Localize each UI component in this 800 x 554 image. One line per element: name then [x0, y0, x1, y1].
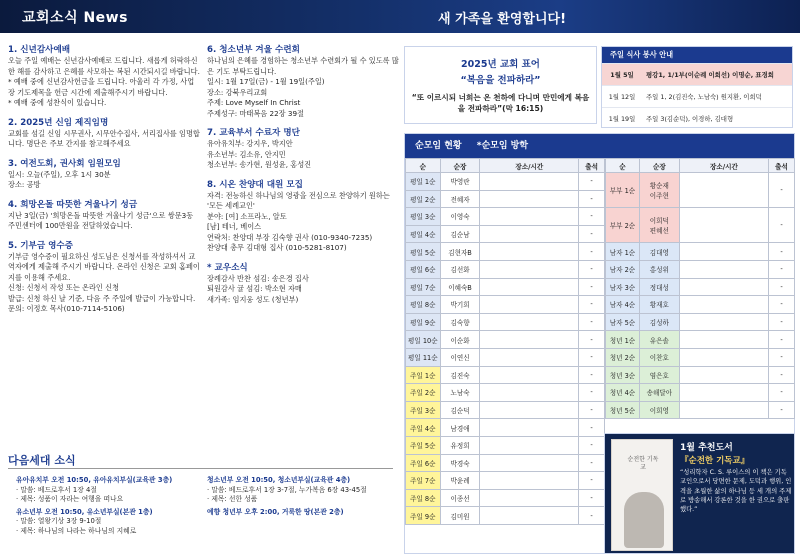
next-gen-dept-heading: 예향 청년부 오후 2:00, 거룩한 땅(본관 2층): [207, 507, 344, 516]
roster-place: [679, 384, 768, 402]
meal-service-team: 주일 1, 2(김진숙, 노남숙) 원지환, 이희덕: [646, 93, 762, 101]
table-row: [606, 384, 795, 402]
roster-place: [480, 225, 579, 243]
roster-table-left: [405, 158, 605, 525]
table-row: [606, 173, 795, 208]
roster-attendance: -: [769, 384, 795, 402]
roster-group-name: 평일 11순: [406, 348, 441, 366]
table-row: [406, 243, 605, 261]
meal-service-row: [602, 63, 792, 85]
book-cover-title: 순전한 기독교: [627, 456, 659, 471]
roster-group-name: 주일 3순: [406, 401, 441, 419]
news-item-title: 2. 2025년 신임 제직임명: [8, 117, 109, 128]
table-row: [606, 313, 795, 331]
table-row: [606, 401, 795, 419]
roster-leader: 이혜숙B: [440, 278, 480, 296]
roster-leader: 김성하: [639, 313, 679, 331]
roster-column-header: 출석: [579, 159, 605, 173]
news-item-title: 1. 신년감사예배: [8, 45, 71, 55]
roster-place: [480, 348, 579, 366]
roster-attendance: -: [579, 173, 605, 191]
roster-group-name: 남자 3순: [606, 278, 640, 296]
table-row: [606, 331, 795, 349]
roster-group-name: 청년 1순: [606, 331, 640, 349]
roster-place: [679, 348, 768, 366]
roster-group-name: 남자 1순: [606, 243, 640, 261]
roster-place: [679, 296, 768, 314]
roster-place: [480, 419, 579, 437]
roster-place: [480, 489, 579, 507]
meal-service-row: [602, 85, 792, 107]
roster-place: [679, 366, 768, 384]
next-gen-right: [207, 476, 397, 517]
roster-place: [480, 173, 579, 191]
roster-place: [679, 313, 768, 331]
roster-group-name: 평일 2순: [406, 190, 441, 208]
news-item-body: 하나님의 은혜를 경험하는 청소년부 수련회가 될 수 있도록 많은 기도 부탁드립니다. 일시: 1월 17일(금) - 1월 19일(주일) 장소: 강북우리교회 주제: Love Myself In Christ 주제성구: 마태복음 22장 39절: [207, 56, 399, 118]
news-item-title: 5. 기부금 영수증: [8, 240, 74, 251]
roster-group-name: 주일 2순: [406, 384, 441, 402]
news-item-title: * 교우소식: [207, 262, 248, 273]
roster-column-header: 순: [606, 159, 640, 173]
meal-service-row: [602, 107, 792, 129]
roster-group-name: 평일 10순: [406, 331, 441, 349]
meal-service-title: 주일 식사 봉사 안내: [602, 47, 792, 63]
roster-attendance: -: [579, 278, 605, 296]
roster-attendance: -: [769, 208, 795, 243]
motto-heading: 2025년 교회 표어: [461, 59, 540, 70]
table-row: [406, 173, 605, 191]
roster-attendance: -: [769, 331, 795, 349]
roster-group-name: 평일 7순: [406, 278, 441, 296]
roster-leader: 김진숙: [440, 366, 480, 384]
news-item-title: 6. 청소년부 겨울 수련회: [207, 45, 300, 55]
roster-group-name: 주일 7순: [406, 472, 441, 490]
roster-column-header: 순장: [639, 159, 679, 173]
roster-group-name: 평일 6순: [406, 260, 441, 278]
roster-attendance: -: [769, 313, 795, 331]
next-gen-line: · 제목: 성품이 자라는 여행을 떠나요: [16, 495, 124, 504]
next-gen-line: · 말씀: 열왕기상 3장 9-10절: [16, 517, 102, 526]
meal-service-team: 주일 3(김순덕), 이경하, 김대형: [646, 115, 734, 123]
roster-group-name: 주일 1순: [406, 366, 441, 384]
news-item-title: 8. 시온 찬양대 대원 모집: [207, 179, 303, 190]
table-row: [606, 296, 795, 314]
meal-service-date: 1월 19일: [608, 115, 636, 123]
table-row: [406, 419, 605, 437]
table-row: [606, 366, 795, 384]
roster-attendance: -: [769, 173, 795, 208]
table-row: [406, 348, 605, 366]
roster-place: [679, 243, 768, 261]
next-gen-line: · 말씀: 베드로후서 1장 4절: [16, 485, 97, 494]
roster-column-header: 출석: [769, 159, 795, 173]
news-item-body: 유아유치부: 강지우, 박지안 유소년부: 김소유, 안지민 청소년부: 송가현, 원성윤, 홍성진: [207, 139, 312, 169]
roster-leader: 황재호: [639, 296, 679, 314]
news-item-body: 일시: 오늘(주일), 오후 1시 30분 장소: 공방: [8, 169, 111, 189]
roster-attendance: -: [579, 243, 605, 261]
author-portrait: [624, 492, 664, 548]
roster-group-name: 남자 4순: [606, 296, 640, 314]
news-column-left: [8, 44, 200, 315]
roster-leader: 노남숙: [440, 384, 480, 402]
roster-leader: 이희덕 편혜선: [639, 208, 679, 243]
roster-group-name: 평일 3순: [406, 208, 441, 226]
roster-attendance: -: [579, 225, 605, 243]
roster-group-name: 주일 6순: [406, 454, 441, 472]
next-gen-left: [16, 476, 206, 537]
roster-column-header: 장소/시간: [480, 159, 579, 173]
roster-attendance: -: [579, 472, 605, 490]
roster-group-name: 청년 2순: [606, 348, 640, 366]
book-title: 『순전한 기독교』: [680, 456, 750, 466]
roster-attendance: -: [579, 454, 605, 472]
roster-leader: 유정희: [440, 436, 480, 454]
roster-attendance: -: [579, 331, 605, 349]
roster-place: [480, 472, 579, 490]
roster-column-header: 순: [406, 159, 441, 173]
roster-attendance: -: [579, 190, 605, 208]
roster-group-name: 청년 5순: [606, 401, 640, 419]
meal-service-team: 평강1, 1/1부(이순례 이희선) 이명순, 표경희: [646, 71, 774, 79]
roster-group-name: 부부 2순: [606, 208, 640, 243]
next-gen-dept-heading: 유소년부 오전 10:50, 유소년부실(본관 1층): [16, 507, 153, 516]
table-row: [606, 243, 795, 261]
roster-group-name: 평일 4순: [406, 225, 441, 243]
roster-leader: 이순화: [440, 331, 480, 349]
roster-place: [480, 208, 579, 226]
table-row: [406, 278, 605, 296]
header-bar: [0, 0, 800, 33]
table-row: [406, 454, 605, 472]
news-item-body: 지난 3일(금) '희망온돌 따뜻한 겨울나기 성금'으로 쌍문3동 주민센터에 100만원을 전달하였습니다.: [8, 210, 194, 230]
roster-place: [679, 401, 768, 419]
welcome-banner: 새 가족을 환영합니다!: [438, 12, 567, 27]
table-row: [406, 472, 605, 490]
roster-attendance: -: [579, 296, 605, 314]
book-cover-image: [611, 439, 673, 551]
roster-leader: 이찬호: [639, 348, 679, 366]
table-row: [406, 489, 605, 507]
table-row: [406, 296, 605, 314]
news-item-title: 7. 교육부서 수료자 명단: [207, 128, 300, 138]
roster-header: [405, 134, 794, 158]
roster-attendance: -: [769, 296, 795, 314]
news-item-body: 오늘 주일 예배는 신년감사예배로 드립니다. 새롭게 허락하신 한 해를 감사하고 은혜를 사모하는 복된 시간되시길 바랍니다. * 예배 중에 신년감사헌금을 드립니다. 아울러 각 가정, 사업장 기도제목을 헌금 시간에 제출해주시기 바랍니다. * 예배 중에 성찬식이 있습니다.: [8, 56, 200, 107]
roster-leader: 정대성: [639, 278, 679, 296]
roster-group-name: 주일 8순: [406, 489, 441, 507]
next-gen-line: · 제목: 하나님의 나라는 하나님의 지혜로: [16, 526, 137, 535]
roster-group-name: 주일 5순: [406, 436, 441, 454]
roster-attendance: -: [769, 278, 795, 296]
roster-group-name: 남자 2순: [606, 260, 640, 278]
roster-attendance: -: [579, 348, 605, 366]
news-item-body: 교회를 섬길 신임 시무권사, 시무안수집사, 서리집사를 임명합니다. 명단은 주보 간지를 참고해주세요: [8, 128, 200, 148]
roster-attendance: -: [579, 507, 605, 525]
roster-place: [480, 190, 579, 208]
roster-leader: 유은솔: [639, 331, 679, 349]
roster-place: [480, 313, 579, 331]
news-item-body: 기부금 영수증이 필요하신 성도님은 신청서를 작성하셔서 교역자에게 제출해 주시기 바랍니다. 온라인 신청은 교회 홈페이지를 이용해 주세요. 신청: 신청서 작성 또는 온라인 신청 발급: 신청 하신 날 기준, 다음 주 주일에 발급이 가능합니다. 문의: 이정호 목사(010-7114-5106): [8, 251, 200, 313]
roster-place: [480, 384, 579, 402]
roster-group-name: 청년 3순: [606, 366, 640, 384]
roster-subtitle: *순모임 방학: [476, 141, 529, 151]
roster-leader: 염은호: [639, 366, 679, 384]
roster-leader: 김순남: [440, 225, 480, 243]
news-item-body: 자격: 전능하신 하나님의 영광을 전심으로 찬양하기 원하는 '모든 세례교인' 분야: [여] 소프라노, 알토 [남] 테너, 베이스 연락처: 찬양대 부장 김숙향 권사 (010-9340-7235) 찬양대 총무 김대형 집사 (010-5281-8107): [207, 190, 390, 252]
table-row: [606, 278, 795, 296]
table-row: [406, 436, 605, 454]
roster-leader: 남경애: [440, 419, 480, 437]
book-description: “성리학자 C. S. 루이스의 이 책은 기독교인으로서 당면한 문제, 도덕과 행위, 인격을 초월한 삶의 하나님 등 세 개의 주제로 방송해서 강론한 것을 한 권으로 출판했다.”: [680, 469, 792, 514]
roster-attendance: -: [579, 384, 605, 402]
table-row: [406, 190, 605, 208]
news-column-middle: [207, 44, 399, 305]
next-gen-title: 다음세대 소식: [8, 454, 76, 467]
roster-leader: 김미원: [440, 507, 480, 525]
roster-attendance: -: [579, 208, 605, 226]
motto-slogan: “복음을 전파하라”: [460, 75, 541, 86]
roster-group-name: 주일 4순: [406, 419, 441, 437]
roster-leader: 박경숙: [440, 454, 480, 472]
table-row: [406, 331, 605, 349]
roster-place: [480, 243, 579, 261]
roster-attendance: -: [579, 419, 605, 437]
next-gen-dept-heading: 청소년부 오전 10:50, 청소년부실(교육관 4층): [207, 476, 351, 484]
roster-place: [679, 278, 768, 296]
roster-attendance: -: [769, 401, 795, 419]
roster-place: [480, 331, 579, 349]
table-row: [406, 260, 605, 278]
roster-leader: 황순재 이주현: [639, 173, 679, 208]
roster-group-name: 남자 5순: [606, 313, 640, 331]
roster-leader: 송해달아: [639, 384, 679, 402]
roster-leader: 전혜자: [440, 190, 480, 208]
news-item-body: 장례감사 반찬 섬김: 송은경 집사 퇴원감사 귤 섬김: 박소현 자매 새가족: 임지웅 성도 (청년부): [207, 273, 309, 304]
roster-column-header: 순장: [440, 159, 480, 173]
roster-attendance: -: [579, 260, 605, 278]
news-item-title: 4. 희망온돌 따뜻한 겨울나기 성금: [8, 199, 138, 210]
roster-group-name: 평일 1순: [406, 173, 441, 191]
roster-group-name: 평일 5순: [406, 243, 441, 261]
next-gen-dept-heading: 유아유치부 오전 10:50, 유아유치부실(교육관 3층): [16, 476, 173, 484]
roster-leader: 김현자B: [440, 243, 480, 261]
meal-service-box: [601, 46, 793, 128]
roster-attendance: -: [579, 313, 605, 331]
roster-place: [679, 260, 768, 278]
roster-place: [679, 208, 768, 243]
book-heading: 1월 추천도서: [680, 443, 733, 453]
roster-leader: 김대영: [639, 243, 679, 261]
roster-attendance: -: [579, 401, 605, 419]
roster-attendance: -: [769, 260, 795, 278]
roster-title: 순모임 현황: [415, 141, 462, 151]
roster-leader: 박기희: [440, 296, 480, 314]
roster-leader: 이종선: [440, 489, 480, 507]
roster-place: [480, 366, 579, 384]
roster-column-header: 장소/시간: [679, 159, 768, 173]
news-item-title: 3. 여전도회, 권사회 임원모임: [8, 158, 121, 169]
roster-group-name: 주일 9순: [406, 507, 441, 525]
meal-service-date: 1월 5일: [610, 71, 634, 79]
roster-leader: 이희영: [639, 401, 679, 419]
roster-leader: 박윤례: [440, 472, 480, 490]
roster-header-row: [406, 159, 605, 173]
table-row: [606, 348, 795, 366]
roster-leader: 김순덕: [440, 401, 480, 419]
divider: [8, 468, 393, 469]
roster-leader: 김선화: [440, 260, 480, 278]
table-row: [406, 208, 605, 226]
roster-leader: 박영란: [440, 173, 480, 191]
roster-place: [679, 173, 768, 208]
roster-attendance: -: [579, 366, 605, 384]
table-row: [406, 225, 605, 243]
recommended-book-box: [604, 433, 795, 554]
roster-header-row: [606, 159, 795, 173]
roster-place: [480, 436, 579, 454]
roster-place: [480, 454, 579, 472]
roster-attendance: -: [579, 489, 605, 507]
roster-leader: 이영숙: [440, 208, 480, 226]
roster-place: [480, 260, 579, 278]
roster-group-name: 평일 9순: [406, 313, 441, 331]
table-row: [606, 260, 795, 278]
table-row: [406, 507, 605, 525]
roster-place: [480, 296, 579, 314]
roster-leader: 홍성위: [639, 260, 679, 278]
page-title: 교회소식 News: [22, 10, 128, 26]
table-row: [406, 401, 605, 419]
roster-group-name: 평일 8순: [406, 296, 441, 314]
roster-group-name: 청년 4순: [606, 384, 640, 402]
roster-place: [480, 278, 579, 296]
next-gen-line: · 말씀: 베드로후서 1장 3-7절, 누가복음 6장 43-45절: [207, 485, 367, 494]
roster-leader: 김숙향: [440, 313, 480, 331]
table-row: [406, 313, 605, 331]
roster-group-name: 부부 1순: [606, 173, 640, 208]
roster-attendance: -: [769, 243, 795, 261]
roster-attendance: -: [769, 366, 795, 384]
meal-service-date: 1월 12일: [608, 93, 636, 101]
next-gen-line: · 제목: 선한 성품: [207, 495, 258, 504]
church-motto-box: [404, 46, 597, 124]
roster-place: [480, 401, 579, 419]
table-row: [606, 208, 795, 243]
roster-place: [480, 507, 579, 525]
table-row: [406, 384, 605, 402]
roster-leader: 이연신: [440, 348, 480, 366]
roster-table-right: [605, 158, 795, 419]
table-row: [406, 366, 605, 384]
roster-attendance: -: [579, 436, 605, 454]
roster-place: [679, 331, 768, 349]
roster-attendance: -: [769, 348, 795, 366]
motto-verse: “또 이르시되 너희는 온 천하에 다니며 만민에게 복음을 전파하라”(막 16:15): [411, 93, 590, 113]
